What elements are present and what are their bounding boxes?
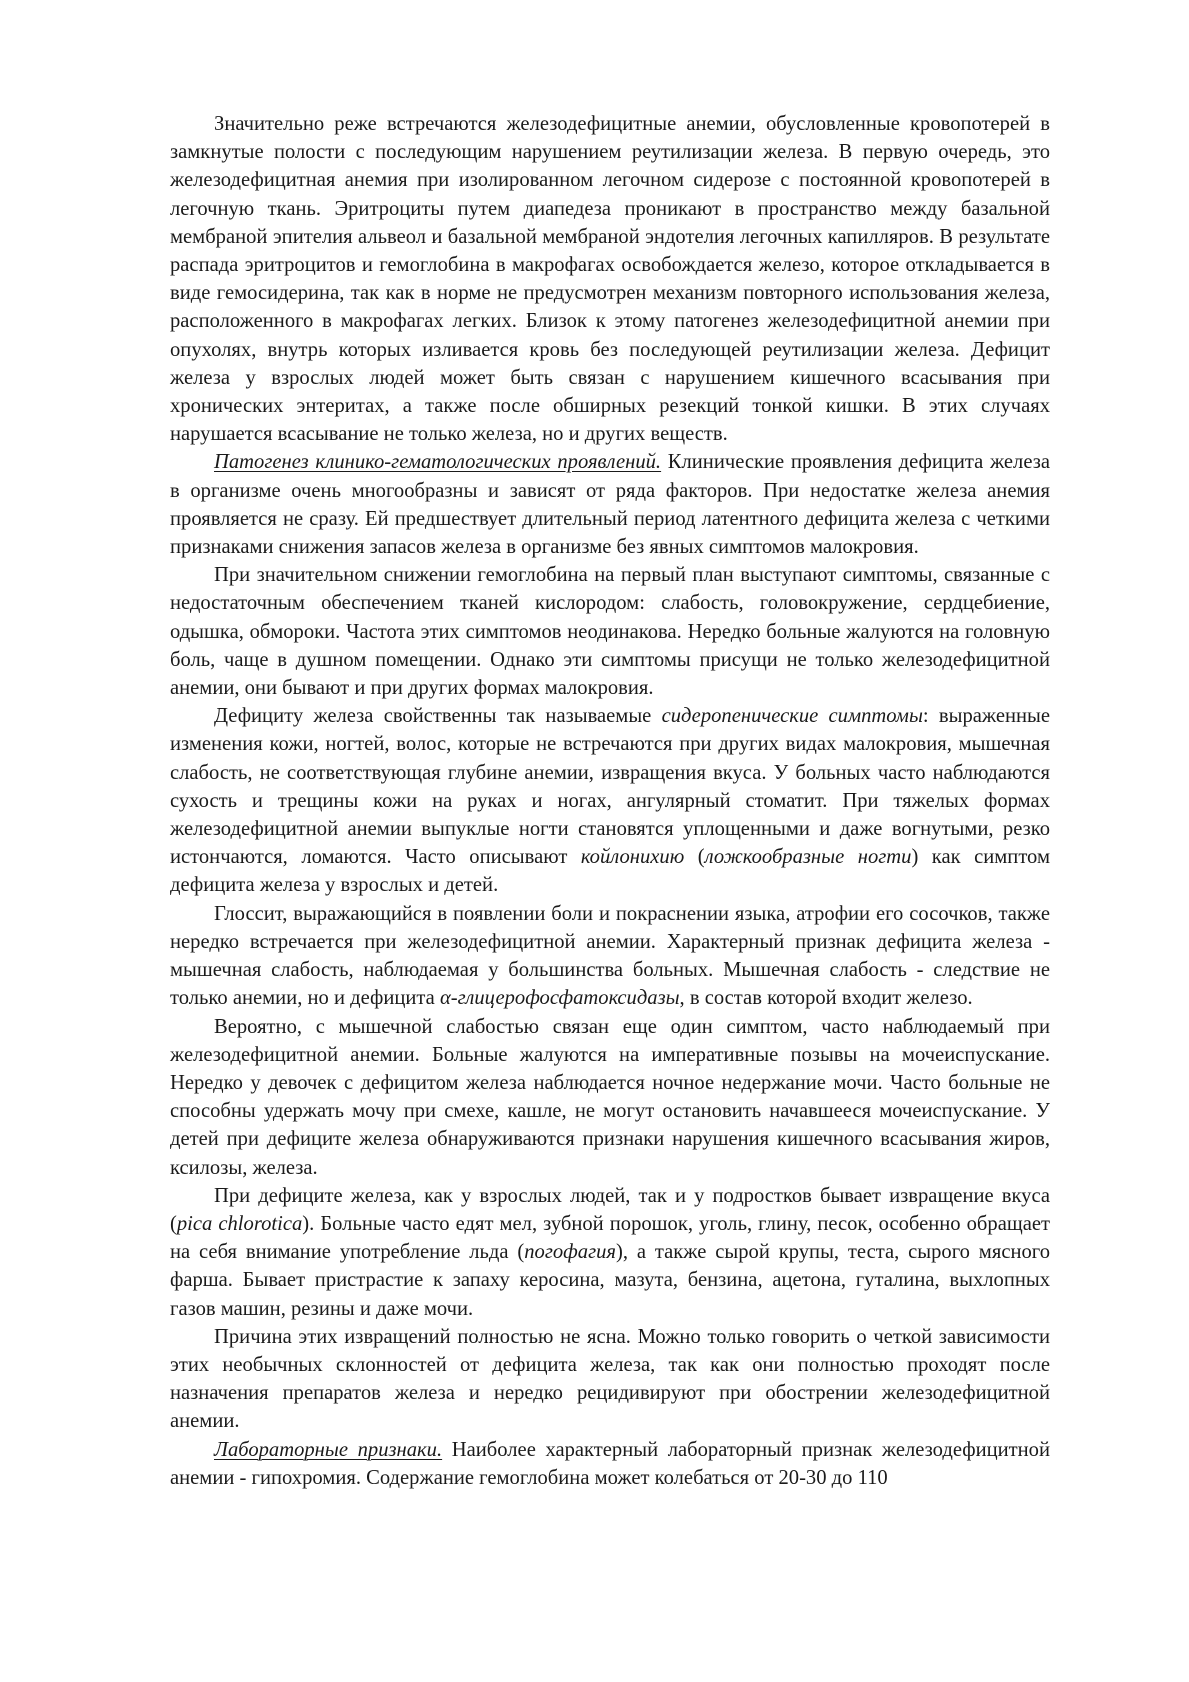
paragraph-text: , в состав которой входит железо.	[679, 987, 973, 1010]
paragraph-text: ). Больные часто едят мел, зубной порошок, уголь, глину, песок, особенно обращает на себя внимание употребление льда (	[170, 1212, 1050, 1264]
italic-term: погофагия	[524, 1241, 616, 1264]
paragraph-text: Дефициту железа свойственны так называемые	[214, 705, 662, 728]
section-heading-pathogenesis: Патогенез клинико-гематологических проявлений.	[214, 451, 662, 474]
paragraph-text: Причина этих извращений полностью не ясна. Можно только говорить о четкой зависимости этих необычных склонностей от дефицита железа, так как они полностью проходят после назначения препаратов железа и нередко рецидивируют при обострении железодефицитной анемии.	[170, 1325, 1050, 1433]
document-page	[170, 110, 1050, 1492]
paragraph-4	[170, 702, 1050, 899]
paragraph-2	[170, 448, 1050, 561]
italic-term: койлонихию	[580, 846, 685, 869]
italic-term: сидеропенические симптомы	[661, 705, 923, 728]
paragraph-text: Глоссит, выражающийся в появлении боли и покраснении языка, атрофии его сосочков, также нередко встречается при железодефицитной анемии. Характерный признак дефицита железа - мышечная слабость, наблюдаемая у большинства больных. Мышечная слабость - следствие не только анемии, но и дефицита	[170, 902, 1050, 1010]
paragraph-text: ) как симптом дефицита железа у взрослых и детей.	[170, 846, 1050, 897]
italic-term: ложкообразные ногти	[704, 846, 912, 869]
paragraph-6	[170, 1013, 1050, 1182]
paragraph-text: Вероятно, с мышечной слабостью связан еще один симптом, часто наблюдаемый при железодефицитной анемии. Больные жалуются на императивные позывы на мочеиспускание. Нередко у девочек с дефицитом железа наблюдается ночное недержание мочи. Часто больные не способны удержать мочу при смехе, кашле, не могут остановить начавшееся мочеиспускание. У детей при дефиците железа обнаруживаются признаки нарушения кишечного всасывания жиров, ксилозы, железа.	[170, 1015, 1050, 1179]
paragraph-text: Клинические проявления дефицита железа в организме очень многообразны и зависят от ряда факторов. При недостатке железа анемия проявляется не сразу. Ей предшествует длительный период латентного дефицита железа с четкими признаками снижения запасов железа в организме без явных симптомов малокровия.	[170, 451, 1051, 559]
italic-term: α-глицерофосфатоксидазы	[439, 987, 680, 1010]
italic-term: pica chlorotica	[176, 1212, 303, 1235]
paragraph-text: : выраженные изменения кожи, ногтей, волос, которые не встречаются при других видах малокровия, мышечная слабость, не соответствующая глубине анемии, извращения вкуса. У больных часто наблюдаются сухость и трещины кожи на руках и ногах, ангулярный стоматит. При тяжелых формах железодефицитной анемии выпуклые ногти становятся уплощенными и даже вогнутыми, резко истончаются, ломаются. Часто описывают	[170, 705, 1051, 869]
paragraph-text: Наиболее характерный лабораторный признак железодефицитной анемии - гипохромия. Содержание гемоглобина может колебаться от 20-30 до 110	[170, 1438, 1050, 1489]
paragraph-1	[170, 110, 1050, 448]
paragraph-5	[170, 900, 1050, 1013]
paragraph-9	[170, 1436, 1050, 1492]
paragraph-text: Значительно реже встречаются железодефицитные анемии, обусловленные кровопотерей в замкнутые полости с последующим нарушением реутилизации железа. В первую очередь, это железодефицитная анемия при изолированном легочном сидерозе с постоянной кровопотерей в легочную ткань. Эритроциты путем диапедеза проникают в пространство между базальной мембраной эпителия альвеол и базальной мембраной эндотелия легочных капилляров. В результате распада эритроцитов и гемоглобина в макрофагах освобождается железо, которое откладывается в виде гемосидерина, так как в норме не предусмотрен механизм повторного использования железа, расположенного в макрофагах легких. Близок к этому патогенез железодефицитной анемии при опухолях, внутрь которых изливается кровь без последующей реутилизации железа. Дефицит железа у взрослых людей может быть связан с нарушением кишечного всасывания при хронических энтеритах, а также после обширных резекций тонкой кишки. В этих случаях нарушается всасывание не только железа, но и других веществ.	[170, 113, 1050, 446]
section-heading-lab-signs: Лабораторные признаки.	[214, 1438, 443, 1461]
paragraph-3	[170, 561, 1050, 702]
paragraph-7	[170, 1182, 1050, 1323]
paragraph-text: (	[684, 846, 705, 869]
paragraph-8	[170, 1323, 1050, 1436]
paragraph-text: ), а также сырой крупы, теста, сырого мясного фарша. Бывает пристрастие к запаху керосина, мазута, бензина, ацетона, гуталина, выхлопных газов машин, резины и даже мочи.	[170, 1241, 1051, 1320]
paragraph-text: При значительном снижении гемоглобина на первый план выступают симптомы, связанные с недостаточным обеспечением тканей кислородом: слабость, головокружение, сердцебиение, одышка, обмороки. Частота этих симптомов неодинакова. Нередко больные жалуются на головную боль, чаще в душном помещении. Однако эти симптомы присущи не только железодефицитной анемии, они бывают и при других формах малокровия.	[170, 564, 1050, 700]
paragraph-text: При дефиците железа, как у взрослых людей, так и у подростков бывает извращение вкуса (	[170, 1184, 1050, 1235]
